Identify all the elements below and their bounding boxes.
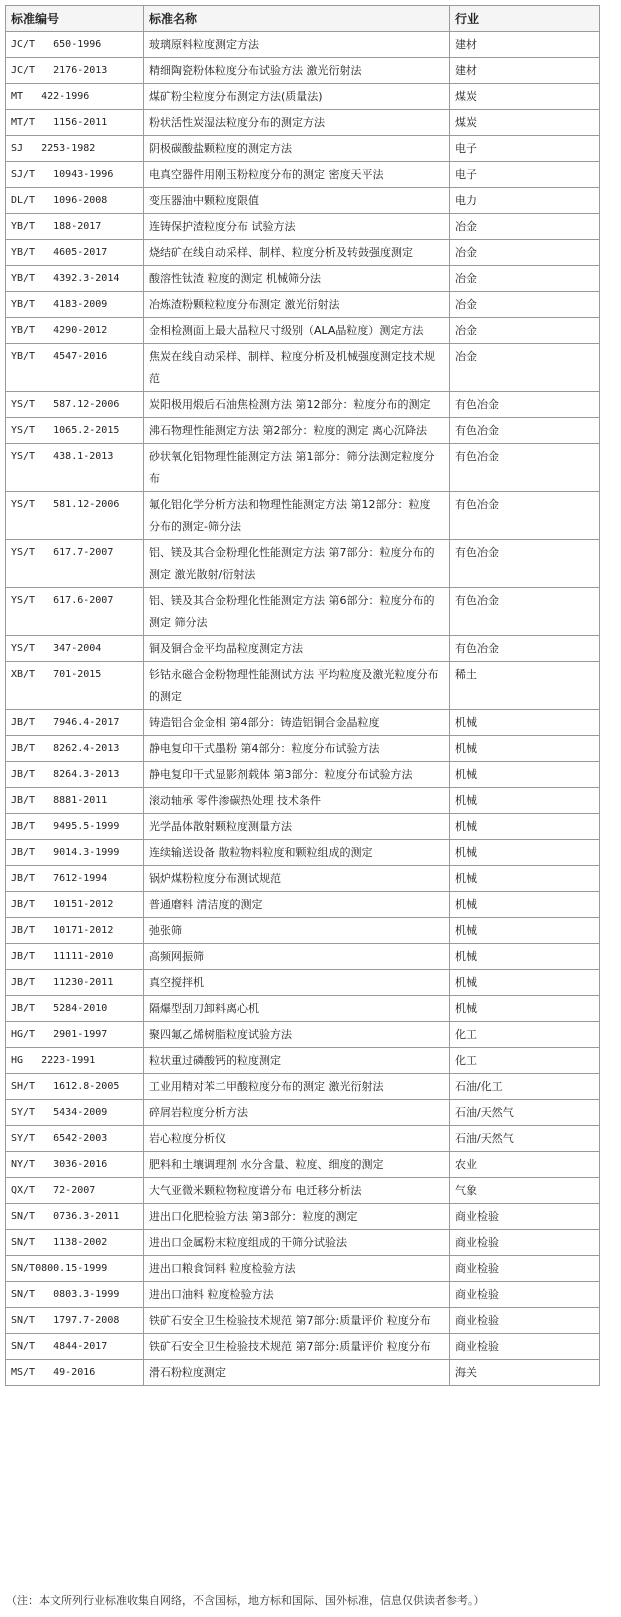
industry-cell: 化工: [450, 1022, 600, 1048]
table-row: [6, 1022, 600, 1048]
standard-name-cell: 玻璃原料粒度测定方法: [144, 32, 450, 58]
table-body: [6, 32, 600, 1386]
standard-code-cell: DL/T 1096-2008: [6, 188, 144, 214]
industry-cell: 石油/天然气: [450, 1100, 600, 1126]
standard-name-cell: 精细陶瓷粉体粒度分布试验方法 激光衍射法: [144, 58, 450, 84]
header-standard-name: 标准名称: [144, 6, 450, 32]
footnote: （注：本文所列行业标准收集自网络，不含国标，地方标和国际、国外标准，信息仅供读者参考。）: [6, 1594, 485, 1607]
table-row: [6, 996, 600, 1022]
standard-name-cell: 铜及铜合金平均晶粒度测定方法: [144, 636, 450, 662]
table-row: [6, 444, 600, 492]
standard-code-cell: SJ 2253-1982: [6, 136, 144, 162]
standard-code-cell: YS/T 617.6-2007: [6, 588, 144, 636]
table-header-row: [6, 6, 600, 32]
standard-name-cell: 锅炉煤粉粒度分布测试规范: [144, 866, 450, 892]
industry-cell: 有色冶金: [450, 418, 600, 444]
table-row: [6, 110, 600, 136]
table-row: [6, 1282, 600, 1308]
standard-name-cell: 铁矿石安全卫生检验技术规范 第7部分:质量评价 粒度分布: [144, 1308, 450, 1334]
standard-code-cell: JC/T 2176-2013: [6, 58, 144, 84]
table-row: [6, 266, 600, 292]
industry-cell: 化工: [450, 1048, 600, 1074]
table-row: [6, 318, 600, 344]
standard-name-cell: 铝、镁及其合金粉理化性能测定方法 第6部分：粒度分布的测定 筛分法: [144, 588, 450, 636]
industry-cell: 机械: [450, 892, 600, 918]
standard-code-cell: MT/T 1156-2011: [6, 110, 144, 136]
standard-code-cell: JB/T 10151-2012: [6, 892, 144, 918]
table-row: [6, 866, 600, 892]
table-row: [6, 1230, 600, 1256]
standard-name-cell: 酸溶性钛渣 粒度的测定 机械筛分法: [144, 266, 450, 292]
industry-cell: 机械: [450, 970, 600, 996]
standard-name-cell: 焦炭在线自动采样、制样、粒度分析及机械强度测定技术规范: [144, 344, 450, 392]
table-row: [6, 136, 600, 162]
standard-name-cell: 滑石粉粒度测定: [144, 1360, 450, 1386]
standard-code-cell: QX/T 72-2007: [6, 1178, 144, 1204]
standard-code-cell: SN/T0800.15-1999: [6, 1256, 144, 1282]
industry-cell: 商业检验: [450, 1334, 600, 1360]
table-row: [6, 214, 600, 240]
standard-code-cell: HG/T 2901-1997: [6, 1022, 144, 1048]
standard-code-cell: JB/T 11230-2011: [6, 970, 144, 996]
industry-cell: 冶金: [450, 214, 600, 240]
industry-cell: 机械: [450, 840, 600, 866]
industry-cell: 机械: [450, 866, 600, 892]
standard-name-cell: 进出口油料 粒度检验方法: [144, 1282, 450, 1308]
industry-cell: 商业检验: [450, 1230, 600, 1256]
standard-name-cell: 工业用精对苯二甲酸粒度分布的测定 激光衍射法: [144, 1074, 450, 1100]
standard-name-cell: 铸造铝合金金相 第4部分：铸造铝铜合金晶粒度: [144, 710, 450, 736]
standard-name-cell: 粉状活性炭湿法粒度分布的测定方法: [144, 110, 450, 136]
industry-cell: 建材: [450, 58, 600, 84]
table-row: [6, 814, 600, 840]
table-row: [6, 162, 600, 188]
industry-cell: 电子: [450, 136, 600, 162]
standards-table: [5, 5, 600, 1386]
standard-code-cell: YS/T 438.1-2013: [6, 444, 144, 492]
industry-cell: 冶金: [450, 266, 600, 292]
standard-name-cell: 弛张筛: [144, 918, 450, 944]
industry-cell: 商业检验: [450, 1256, 600, 1282]
table-row: [6, 1256, 600, 1282]
standard-code-cell: SY/T 6542-2003: [6, 1126, 144, 1152]
standard-name-cell: 肥料和土壤调理剂 水分含量、粒度、细度的测定: [144, 1152, 450, 1178]
standard-name-cell: 氟化铝化学分析方法和物理性能测定方法 第12部分：粒度分布的测定-筛分法: [144, 492, 450, 540]
standard-code-cell: YS/T 1065.2-2015: [6, 418, 144, 444]
industry-cell: 有色冶金: [450, 588, 600, 636]
standard-code-cell: YS/T 617.7-2007: [6, 540, 144, 588]
standard-name-cell: 金相检测面上最大晶粒尺寸级别（ALA晶粒度）测定方法: [144, 318, 450, 344]
table-row: [6, 1178, 600, 1204]
industry-cell: 石油/天然气: [450, 1126, 600, 1152]
standard-code-cell: YB/T 4183-2009: [6, 292, 144, 318]
table-row: [6, 392, 600, 418]
standard-code-cell: JB/T 7946.4-2017: [6, 710, 144, 736]
standard-code-cell: SY/T 5434-2009: [6, 1100, 144, 1126]
industry-cell: 机械: [450, 996, 600, 1022]
header-standard-code: 标准编号: [6, 6, 144, 32]
standard-code-cell: JC/T 650-1996: [6, 32, 144, 58]
standard-name-cell: 碎屑岩粒度分析方法: [144, 1100, 450, 1126]
industry-cell: 海关: [450, 1360, 600, 1386]
table-row: [6, 636, 600, 662]
industry-cell: 机械: [450, 944, 600, 970]
standard-name-cell: 烧结矿在线自动采样、制样、粒度分析及转鼓强度测定: [144, 240, 450, 266]
standard-code-cell: SN/T 1138-2002: [6, 1230, 144, 1256]
standard-name-cell: 普通磨料 清洁度的测定: [144, 892, 450, 918]
table-row: [6, 1048, 600, 1074]
industry-cell: 农业: [450, 1152, 600, 1178]
industry-cell: 机械: [450, 788, 600, 814]
standard-name-cell: 钐钴永磁合金粉物理性能测试方法 平均粒度及激光粒度分布的测定: [144, 662, 450, 710]
industry-cell: 有色冶金: [450, 444, 600, 492]
standard-code-cell: YS/T 587.12-2006: [6, 392, 144, 418]
standard-name-cell: 大气亚微米颗粒物粒度谱分布 电迁移分析法: [144, 1178, 450, 1204]
industry-cell: 电子: [450, 162, 600, 188]
table-row: [6, 84, 600, 110]
standard-name-cell: 煤矿粉尘粒度分布测定方法(质量法): [144, 84, 450, 110]
header-industry: 行业: [450, 6, 600, 32]
table-row: [6, 418, 600, 444]
standard-code-cell: YB/T 4290-2012: [6, 318, 144, 344]
standard-name-cell: 真空搅拌机: [144, 970, 450, 996]
standard-name-cell: 沸石物理性能测定方法 第2部分：粒度的测定 离心沉降法: [144, 418, 450, 444]
table-row: [6, 1334, 600, 1360]
standards-document: [5, 5, 599, 1386]
industry-cell: 冶金: [450, 292, 600, 318]
standard-name-cell: 聚四氟乙烯树脂粒度试验方法: [144, 1022, 450, 1048]
standard-name-cell: 光学晶体散射颗粒度测量方法: [144, 814, 450, 840]
industry-cell: 商业检验: [450, 1204, 600, 1230]
standard-code-cell: JB/T 9014.3-1999: [6, 840, 144, 866]
table-row: [6, 344, 600, 392]
standard-name-cell: 进出口粮食饲料 粒度检验方法: [144, 1256, 450, 1282]
standard-name-cell: 连续输送设备 散粒物料粒度和颗粒组成的测定: [144, 840, 450, 866]
table-row: [6, 1126, 600, 1152]
table-row: [6, 188, 600, 214]
industry-cell: 冶金: [450, 344, 600, 392]
industry-cell: 机械: [450, 814, 600, 840]
industry-cell: 煤炭: [450, 110, 600, 136]
table-row: [6, 1074, 600, 1100]
standard-name-cell: 铁矿石安全卫生检验技术规范 第7部分:质量评价 粒度分布: [144, 1334, 450, 1360]
table-row: [6, 292, 600, 318]
table-row: [6, 1308, 600, 1334]
standard-code-cell: SN/T 0736.3-2011: [6, 1204, 144, 1230]
table-row: [6, 1152, 600, 1178]
industry-cell: 有色冶金: [450, 540, 600, 588]
standard-code-cell: MS/T 49-2016: [6, 1360, 144, 1386]
industry-cell: 商业检验: [450, 1282, 600, 1308]
standard-name-cell: 进出口化肥检验方法 第3部分：粒度的测定: [144, 1204, 450, 1230]
industry-cell: 气象: [450, 1178, 600, 1204]
standard-name-cell: 连铸保护渣粒度分布 试验方法: [144, 214, 450, 240]
table-row: [6, 762, 600, 788]
standard-name-cell: 电真空器件用刚玉粉粒度分布的测定 密度天平法: [144, 162, 450, 188]
industry-cell: 冶金: [450, 240, 600, 266]
table-row: [6, 970, 600, 996]
industry-cell: 煤炭: [450, 84, 600, 110]
industry-cell: 机械: [450, 762, 600, 788]
table-row: [6, 944, 600, 970]
table-row: [6, 662, 600, 710]
industry-cell: 稀土: [450, 662, 600, 710]
standard-code-cell: JB/T 5284-2010: [6, 996, 144, 1022]
industry-cell: 电力: [450, 188, 600, 214]
standard-name-cell: 高频网振筛: [144, 944, 450, 970]
standard-name-cell: 冶炼渣粉颗粒粒度分布测定 激光衍射法: [144, 292, 450, 318]
table-row: [6, 736, 600, 762]
industry-cell: 石油/化工: [450, 1074, 600, 1100]
table-row: [6, 840, 600, 866]
standard-name-cell: 静电复印干式显影剂载体 第3部分：粒度分布试验方法: [144, 762, 450, 788]
standard-name-cell: 阴极碳酸盐颗粒度的测定方法: [144, 136, 450, 162]
standard-code-cell: SH/T 1612.8-2005: [6, 1074, 144, 1100]
standard-code-cell: YB/T 4605-2017: [6, 240, 144, 266]
standard-code-cell: YS/T 347-2004: [6, 636, 144, 662]
table-row: [6, 1204, 600, 1230]
standard-code-cell: JB/T 9495.5-1999: [6, 814, 144, 840]
standard-name-cell: 滚动轴承 零件渗碳热处理 技术条件: [144, 788, 450, 814]
standard-name-cell: 铝、镁及其合金粉理化性能测定方法 第7部分：粒度分布的测定 激光散射/衍射法: [144, 540, 450, 588]
standard-code-cell: NY/T 3036-2016: [6, 1152, 144, 1178]
table-row: [6, 788, 600, 814]
standard-code-cell: YB/T 4392.3-2014: [6, 266, 144, 292]
table-row: [6, 32, 600, 58]
standard-code-cell: SJ/T 10943-1996: [6, 162, 144, 188]
table-row: [6, 1100, 600, 1126]
table-row: [6, 588, 600, 636]
table-row: [6, 58, 600, 84]
standard-name-cell: 炭阳极用煅后石油焦检测方法 第12部分：粒度分布的测定: [144, 392, 450, 418]
industry-cell: 机械: [450, 736, 600, 762]
standard-code-cell: XB/T 701-2015: [6, 662, 144, 710]
industry-cell: 有色冶金: [450, 636, 600, 662]
standard-code-cell: SN/T 4844-2017: [6, 1334, 144, 1360]
standard-code-cell: JB/T 10171-2012: [6, 918, 144, 944]
standard-name-cell: 砂状氧化铝物理性能测定方法 第1部分：筛分法测定粒度分布: [144, 444, 450, 492]
industry-cell: 商业检验: [450, 1308, 600, 1334]
standard-name-cell: 进出口金属粉末粒度组成的干筛分试验法: [144, 1230, 450, 1256]
standard-code-cell: SN/T 0803.3-1999: [6, 1282, 144, 1308]
standard-name-cell: 岩心粒度分析仪: [144, 1126, 450, 1152]
standard-name-cell: 静电复印干式墨粉 第4部分：粒度分布试验方法: [144, 736, 450, 762]
table-row: [6, 492, 600, 540]
standard-code-cell: JB/T 7612-1994: [6, 866, 144, 892]
standard-code-cell: HG 2223-1991: [6, 1048, 144, 1074]
standard-code-cell: YB/T 188-2017: [6, 214, 144, 240]
standard-code-cell: MT 422-1996: [6, 84, 144, 110]
standard-code-cell: JB/T 11111-2010: [6, 944, 144, 970]
industry-cell: 有色冶金: [450, 492, 600, 540]
standard-code-cell: JB/T 8881-2011: [6, 788, 144, 814]
standard-name-cell: 隔爆型刮刀卸料离心机: [144, 996, 450, 1022]
industry-cell: 机械: [450, 918, 600, 944]
table-row: [6, 540, 600, 588]
standard-code-cell: YB/T 4547-2016: [6, 344, 144, 392]
standard-code-cell: JB/T 8262.4-2013: [6, 736, 144, 762]
table-row: [6, 918, 600, 944]
industry-cell: 建材: [450, 32, 600, 58]
table-row: [6, 1360, 600, 1386]
industry-cell: 冶金: [450, 318, 600, 344]
standard-name-cell: 粒状重过磷酸钙的粒度测定: [144, 1048, 450, 1074]
table-row: [6, 892, 600, 918]
standard-code-cell: JB/T 8264.3-2013: [6, 762, 144, 788]
table-row: [6, 710, 600, 736]
standard-name-cell: 变压器油中颗粒度限值: [144, 188, 450, 214]
standard-code-cell: SN/T 1797.7-2008: [6, 1308, 144, 1334]
table-row: [6, 240, 600, 266]
industry-cell: 有色冶金: [450, 392, 600, 418]
industry-cell: 机械: [450, 710, 600, 736]
standard-code-cell: YS/T 581.12-2006: [6, 492, 144, 540]
